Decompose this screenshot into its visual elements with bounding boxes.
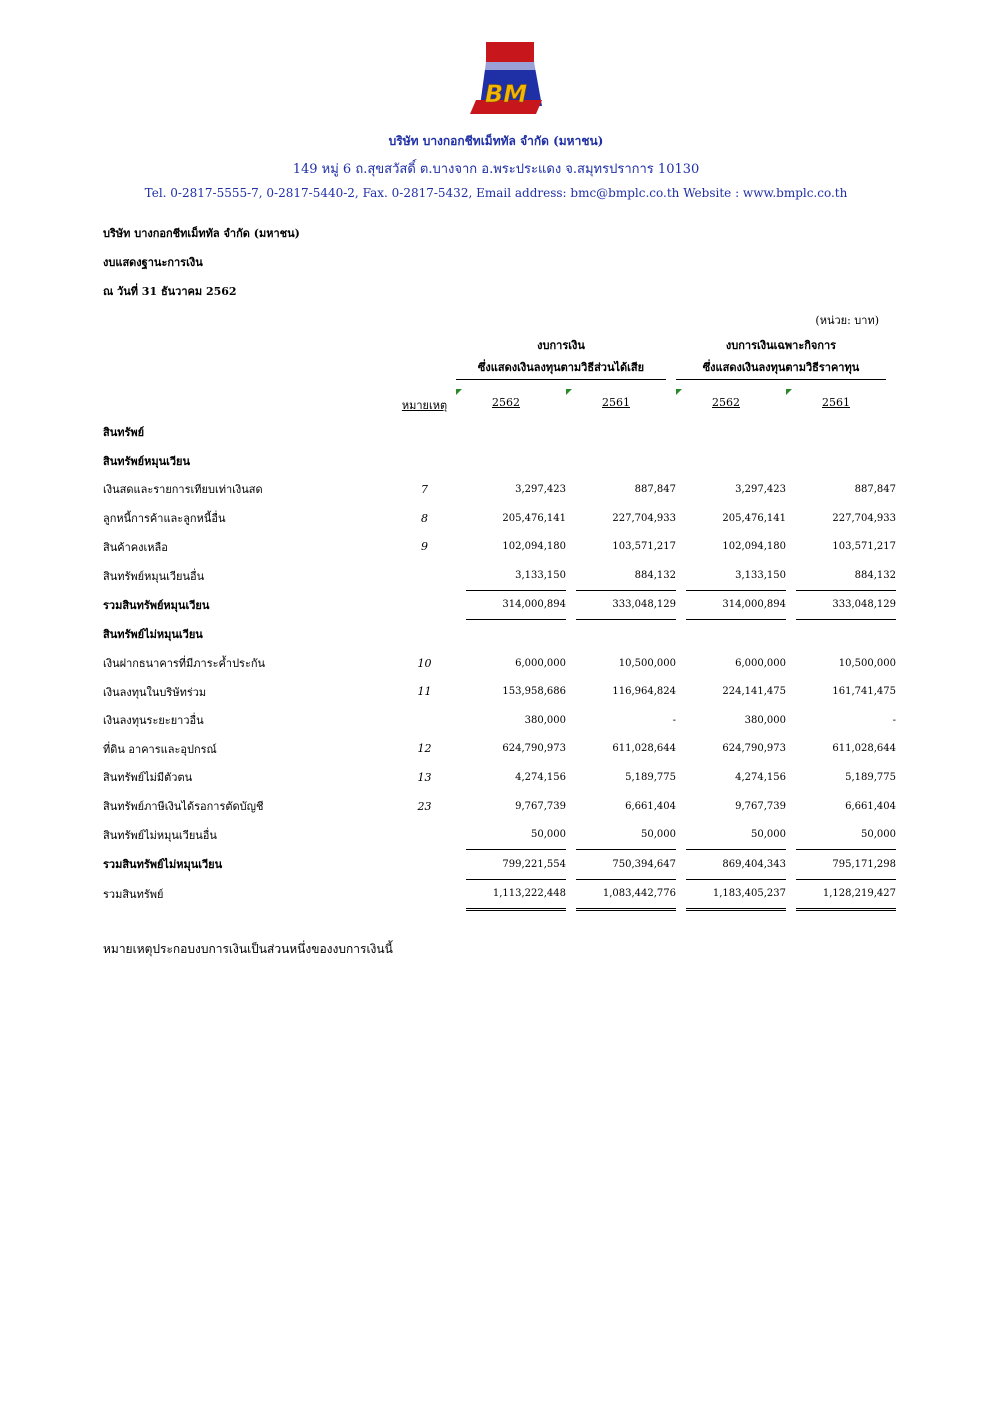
spacer [786, 792, 796, 821]
row-label: เงินสดและรายการเทียบเท่าเงินสด [103, 483, 263, 497]
row-note [393, 706, 456, 735]
year-header: 2562 [712, 396, 740, 409]
spacer [786, 706, 796, 735]
spacer [786, 447, 796, 476]
row-value: 6,661,404 [625, 800, 676, 812]
row-value: 227,704,933 [832, 512, 896, 524]
row-label: ที่ดิน อาคารและอุปกรณ์ [103, 742, 217, 756]
column-group-separate [676, 335, 886, 380]
spacer [786, 820, 796, 849]
spacer [676, 475, 686, 504]
row-value: 3,297,423 [735, 483, 786, 495]
row-note: 10 [417, 656, 432, 670]
row-note [393, 447, 456, 476]
spacer [566, 792, 576, 821]
spacer [676, 532, 686, 561]
cell-comment-marker [456, 389, 462, 395]
row-value: 887,847 [634, 483, 676, 495]
row-label: สินค้าคงเหลือ [103, 540, 168, 554]
spacer [456, 649, 466, 678]
spacer [786, 561, 796, 590]
row-value: 1,128,219,427 [796, 879, 896, 910]
statement-row [103, 532, 896, 561]
spacer [566, 504, 576, 533]
spacer [566, 447, 576, 476]
row-value: 1,183,405,237 [686, 879, 786, 910]
row-value: 10,500,000 [618, 657, 676, 669]
row-value: 5,189,775 [845, 771, 896, 783]
letterhead-address: 149 หมู่ 6 ถ.สุขสวัสดิ์ ต.บางจาก อ.พระประแดง จ.สมุทรปราการ 10130 [292, 162, 700, 177]
row-value [466, 447, 566, 476]
spacer [786, 879, 796, 910]
row-note [393, 418, 456, 447]
row-value [796, 620, 896, 649]
row-value: 6,000,000 [515, 657, 566, 669]
row-value: 153,958,686 [502, 686, 566, 698]
row-value: 9,767,739 [735, 800, 786, 812]
spacer [676, 735, 686, 764]
spacer [786, 649, 796, 678]
spacer [786, 735, 796, 764]
unit-label: (หน่วย: บาท) [815, 314, 879, 327]
row-note: 23 [417, 799, 432, 813]
spacer [566, 418, 576, 447]
company-logo [466, 40, 546, 120]
row-value [576, 447, 676, 476]
row-value: 380,000 [524, 714, 566, 726]
row-value: 884,132 [576, 561, 676, 590]
spacer [676, 792, 686, 821]
balance-sheet-table [103, 418, 896, 911]
spacer [456, 792, 466, 821]
spacer [786, 590, 796, 620]
statement-row [103, 677, 896, 706]
row-value: 205,476,141 [722, 512, 786, 524]
row-value: 10,500,000 [838, 657, 896, 669]
row-note [393, 590, 456, 620]
spacer [676, 879, 686, 910]
statement-row [103, 447, 896, 476]
row-value [466, 620, 566, 649]
row-value: 50,000 [466, 820, 566, 849]
spacer [456, 504, 466, 533]
spacer [566, 620, 576, 649]
row-note [393, 849, 456, 879]
row-value: 1,113,222,448 [466, 879, 566, 910]
row-value: 611,028,644 [612, 743, 676, 755]
row-label: สินทรัพย์ [103, 426, 145, 440]
spacer [456, 620, 466, 649]
cell-comment-marker [786, 389, 792, 395]
row-value: 333,048,129 [576, 590, 676, 620]
row-value: 161,741,475 [832, 686, 896, 698]
row-value: 1,083,442,776 [576, 879, 676, 910]
row-value [576, 620, 676, 649]
row-value: 750,394,647 [576, 849, 676, 879]
statement-row [103, 649, 896, 678]
spacer [786, 475, 796, 504]
spacer [456, 706, 466, 735]
row-value: 314,000,894 [466, 590, 566, 620]
statement-row [103, 763, 896, 792]
spacer [456, 849, 466, 879]
row-value [686, 447, 786, 476]
row-value: 224,141,475 [722, 686, 786, 698]
spacer [566, 649, 576, 678]
statement-row [103, 849, 896, 879]
column-group-consolidated-title: งบการเงิน [537, 339, 585, 352]
row-value: 6,661,404 [845, 800, 896, 812]
row-value: 103,571,217 [612, 541, 676, 553]
spacer [456, 677, 466, 706]
row-note [393, 620, 456, 649]
statement-row [103, 879, 896, 910]
spacer [676, 763, 686, 792]
row-value: 4,274,156 [515, 771, 566, 783]
column-group-consolidated [456, 335, 666, 380]
row-value: 102,094,180 [502, 541, 566, 553]
row-label: ลูกหนี้การค้าและลูกหนี้อื่น [103, 512, 226, 526]
footnote: หมายเหตุประกอบงบการเงินเป็นส่วนหนึ่งของงบการเงินนี้ [103, 942, 393, 956]
row-label: สินทรัพย์ไม่หมุนเวียนอื่น [103, 828, 217, 842]
row-value [796, 418, 896, 447]
spacer [786, 763, 796, 792]
note-column-header: หมายเหตุ [401, 399, 448, 412]
row-value: 227,704,933 [612, 512, 676, 524]
spacer [786, 849, 796, 879]
row-value [466, 418, 566, 447]
spacer [456, 475, 466, 504]
spacer [566, 561, 576, 590]
statement-row [103, 561, 896, 590]
year-header: 2562 [492, 396, 520, 409]
statement-row [103, 418, 896, 447]
row-value: 624,790,973 [722, 743, 786, 755]
statement-row [103, 735, 896, 764]
spacer [786, 532, 796, 561]
row-note [393, 879, 456, 910]
row-value [686, 620, 786, 649]
spacer [456, 735, 466, 764]
spacer [676, 649, 686, 678]
spacer [566, 735, 576, 764]
row-value: 887,847 [854, 483, 896, 495]
column-group-consolidated-subtitle: ซึ่งแสดงเงินลงทุนตามวิธีส่วนได้เสีย [456, 357, 666, 380]
row-value [686, 418, 786, 447]
doc-company: บริษัท บางกอกชีทเม็ททัล จำกัด (มหาชน) [103, 227, 300, 240]
row-note: 13 [417, 770, 432, 784]
row-label: รวมสินทรัพย์หมุนเวียน [103, 598, 210, 612]
row-value: 116,964,824 [612, 686, 676, 698]
spacer [456, 418, 466, 447]
spacer [456, 820, 466, 849]
spacer [456, 532, 466, 561]
spacer [456, 763, 466, 792]
statement-row [103, 475, 896, 504]
spacer [566, 763, 576, 792]
letterhead-company: บริษัท บางกอกชีทเม็ททัล จำกัด (มหาชน) [388, 134, 604, 148]
row-note: 9 [421, 540, 428, 554]
row-value: 611,028,644 [832, 743, 896, 755]
spacer [676, 706, 686, 735]
row-label: สินทรัพย์หมุนเวียน [103, 454, 191, 468]
year-header: 2561 [602, 396, 630, 409]
row-label: เงินลงทุนระยะยาวอื่น [103, 714, 204, 728]
row-label: รวมสินทรัพย์ [103, 888, 164, 902]
spacer [566, 677, 576, 706]
spacer [566, 849, 576, 879]
statement-row [103, 590, 896, 620]
row-value: 9,767,739 [515, 800, 566, 812]
spacer [566, 879, 576, 910]
row-label: สินทรัพย์หมุนเวียนอื่น [103, 569, 205, 583]
spacer [456, 879, 466, 910]
row-value: - [672, 714, 676, 726]
row-note: 11 [417, 685, 432, 699]
cell-comment-marker [676, 389, 682, 395]
row-value: 333,048,129 [796, 590, 896, 620]
row-value: 50,000 [796, 820, 896, 849]
statement-row [103, 792, 896, 821]
row-value: 50,000 [576, 820, 676, 849]
row-value: 3,133,150 [686, 561, 786, 590]
row-label: สินทรัพย์ภาษีเงินได้รอการตัดบัญชี [103, 800, 264, 814]
row-note [393, 561, 456, 590]
row-value [796, 447, 896, 476]
row-value: 205,476,141 [502, 512, 566, 524]
spacer [786, 504, 796, 533]
row-label: เงินฝากธนาคารที่มีภาระค้ำประกัน [103, 657, 266, 671]
logo-text: BM [484, 80, 528, 108]
row-value: 6,000,000 [735, 657, 786, 669]
spacer [566, 475, 576, 504]
spacer [456, 590, 466, 620]
statement-row [103, 706, 896, 735]
year-header: 2561 [822, 396, 850, 409]
row-value [576, 418, 676, 447]
row-value: 380,000 [744, 714, 786, 726]
column-group-separate-title: งบการเงินเฉพาะกิจการ [725, 339, 837, 352]
spacer [566, 590, 576, 620]
doc-title: งบแสดงฐานะการเงิน [103, 256, 203, 269]
row-note: 7 [421, 482, 428, 496]
row-label: สินทรัพย์ไม่มีตัวตน [103, 771, 193, 785]
spacer [676, 447, 686, 476]
statement-row [103, 820, 896, 849]
cell-comment-marker [566, 389, 572, 395]
spacer [456, 447, 466, 476]
row-value: 103,571,217 [832, 541, 896, 553]
spacer [456, 561, 466, 590]
spacer [676, 418, 686, 447]
spacer [676, 677, 686, 706]
spacer [786, 620, 796, 649]
spacer [676, 620, 686, 649]
row-value: 795,171,298 [796, 849, 896, 879]
doc-date: ณ วันที่ 31 ธันวาคม 2562 [103, 285, 237, 298]
spacer [676, 590, 686, 620]
row-note: 8 [421, 511, 428, 525]
row-value: 5,189,775 [625, 771, 676, 783]
row-label: รวมสินทรัพย์ไม่หมุนเวียน [103, 858, 223, 872]
row-value: 3,297,423 [515, 483, 566, 495]
spacer [676, 820, 686, 849]
letterhead-contact [0, 186, 992, 200]
row-value: 624,790,973 [502, 743, 566, 755]
row-value: 50,000 [686, 820, 786, 849]
spacer [676, 504, 686, 533]
row-note: 12 [417, 742, 432, 756]
row-value: 869,404,343 [686, 849, 786, 879]
spacer [566, 532, 576, 561]
statement-row [103, 504, 896, 533]
row-value: 102,094,180 [722, 541, 786, 553]
spacer [786, 677, 796, 706]
row-note [393, 820, 456, 849]
row-value: 884,132 [796, 561, 896, 590]
row-value: 3,133,150 [466, 561, 566, 590]
row-value: 4,274,156 [735, 771, 786, 783]
row-value: - [892, 714, 896, 726]
row-value: 314,000,894 [686, 590, 786, 620]
row-label: สินทรัพย์ไม่หมุนเวียน [103, 628, 203, 642]
spacer [676, 849, 686, 879]
row-label: เงินลงทุนในบริษัทร่วม [103, 685, 207, 699]
column-group-separate-subtitle: ซึ่งแสดงเงินลงทุนตามวิธีราคาทุน [676, 357, 886, 380]
spacer [786, 418, 796, 447]
statement-row [103, 620, 896, 649]
row-value: 799,221,554 [466, 849, 566, 879]
spacer [676, 561, 686, 590]
letterhead-contact-text: Tel. 0-2817-5555-7, 0-2817-5440-2, Fax. 0-2817-5432, Email address: bmc@bmplc.co.th Website : www.bmplc.co.th [144, 186, 848, 200]
spacer [566, 706, 576, 735]
spacer [566, 820, 576, 849]
